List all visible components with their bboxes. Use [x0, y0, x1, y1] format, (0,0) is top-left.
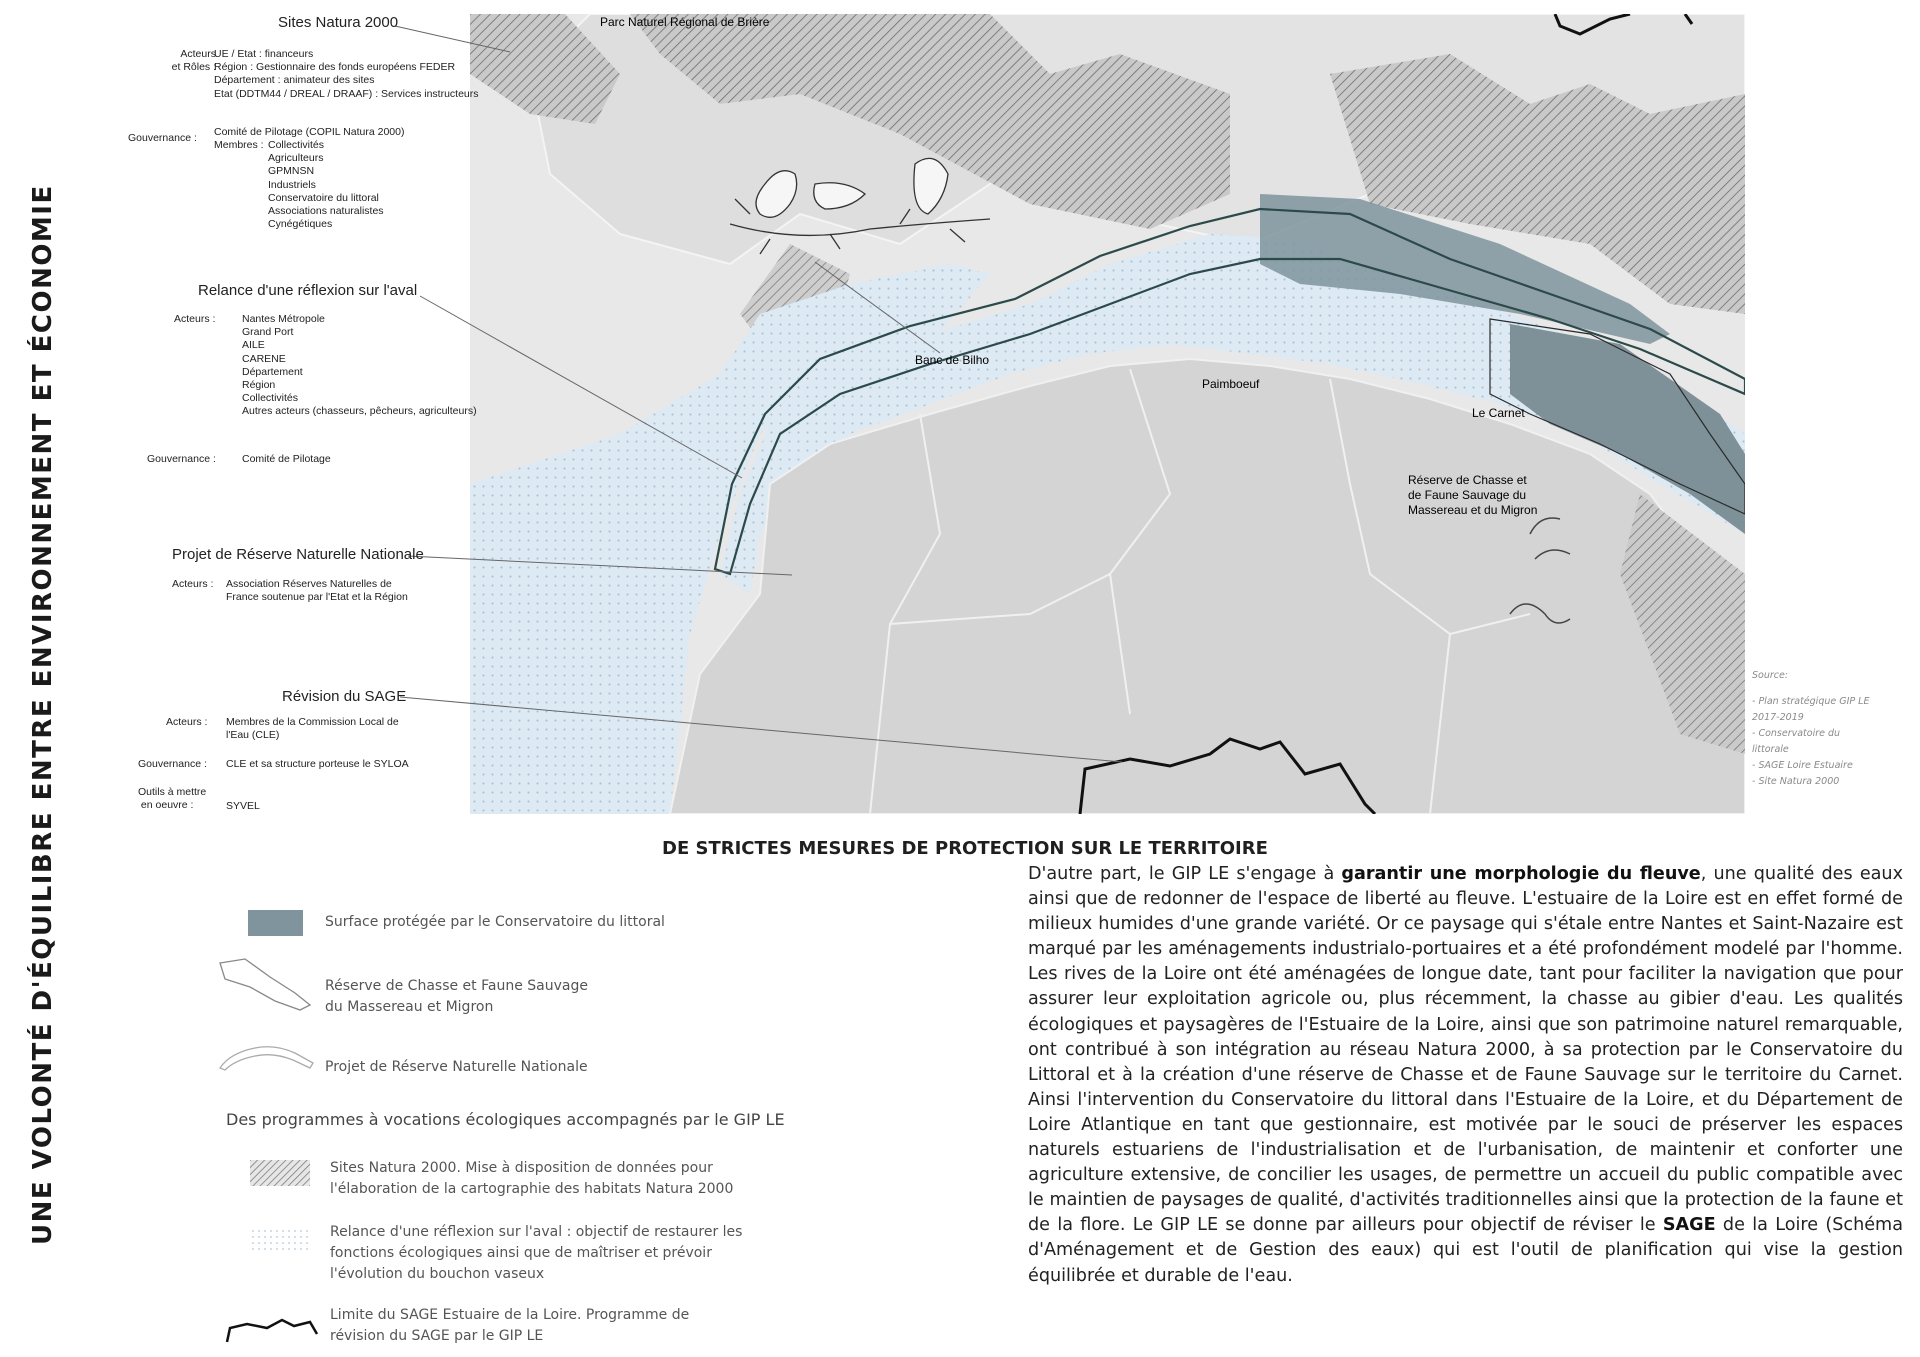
- sage-acteurs-label: Acteurs :: [166, 716, 208, 728]
- legend-swatch-natura: [250, 1160, 310, 1186]
- connector-sage: [400, 697, 1122, 762]
- legend-subtitle: Des programmes à vocations écologiques accompagnés par le GIP LE: [226, 1110, 785, 1129]
- natura-gouv-line: Comité de Pilotage (COPIL Natura 2000): [214, 126, 405, 138]
- legend-conservatoire: Surface protégée par le Conservatoire du littoral: [325, 914, 665, 930]
- natura-membre: Industriels: [268, 178, 316, 191]
- sage-acteur: Membres de la Commission Local de: [226, 716, 399, 728]
- legend-swatch-chasse: [215, 955, 315, 1015]
- label-paimboeuf: Paimboeuf: [1202, 377, 1260, 391]
- reserve-acteur: France soutenue par l'Etat et la Région: [226, 591, 408, 604]
- source-item: littorale: [1752, 744, 1789, 755]
- relance-gouv: Comité de Pilotage: [242, 453, 331, 465]
- relance-acteur: AILE: [242, 339, 265, 352]
- legend-rnn: Projet de Réserve Naturelle Nationale: [325, 1059, 588, 1075]
- legend-relance: Relance d'une réflexion sur l'aval : objectif de restaurer les fonctions écologiques ainsi que de maîtriser et prévoir l'évolution du bouchon vaseux: [330, 1224, 743, 1282]
- body-paragraph: [1028, 862, 1903, 1289]
- relance-acteur: Grand Port: [242, 326, 294, 339]
- source-item: - Conservatoire du: [1752, 728, 1841, 739]
- para-text-1: D'autre part, le GIP LE s'engage à: [1028, 864, 1342, 884]
- label-reserve-line2: de Faune Sauvage du: [1408, 488, 1527, 502]
- reserve-acteurs-list: [226, 578, 408, 604]
- natura-acteur: Région : Gestionnaire des fonds européens FEDER: [214, 61, 456, 74]
- natura-acteurs-list: [214, 48, 479, 101]
- natura-gouv-label: Gouvernance :: [128, 132, 197, 144]
- sage-gouv-label: Gouvernance :: [138, 758, 207, 770]
- source-title: Source:: [1752, 670, 1789, 681]
- natura-membre: Associations naturalistes: [268, 205, 384, 218]
- source-item: - SAGE Loire Estuaire: [1752, 760, 1853, 771]
- relance-acteur: Département: [242, 365, 303, 378]
- para-bold-1: garantir une morphologie du fleuve: [1341, 864, 1701, 884]
- main-title: DE STRICTES MESURES DE PROTECTION SUR LE TERRITOIRE: [662, 838, 1268, 859]
- connector-reserve: [408, 556, 792, 575]
- legend-swatch-sage: [222, 1314, 322, 1348]
- relance-acteur: CARENE: [242, 352, 286, 365]
- sage-gouv: CLE et sa structure porteuse le SYLOA: [226, 758, 409, 770]
- sage-acteurs-list: [226, 716, 399, 742]
- label-briere: Parc Naturel Régional de Brière: [600, 15, 770, 29]
- relance-acteur: Collectivités: [242, 392, 299, 405]
- legend-sage: Limite du SAGE Estuaire de la Loire. Programme de révision du SAGE par le GIP LE: [330, 1307, 690, 1344]
- legend-swatch-rnn: [215, 1038, 315, 1078]
- relance-acteurs-label: Acteurs :: [174, 313, 216, 325]
- sage-title: Révision du SAGE: [282, 688, 407, 705]
- relance-acteur: Région: [242, 379, 276, 392]
- label-bilho: Banc de Bilho: [915, 353, 990, 367]
- relance-title: Relance d'une réflexion sur l'aval: [198, 282, 418, 299]
- para-text-3: de la Loire (Schéma d'Aménagement et de Gestion des eaux) qui est l'outil de planification qui vise la gestion équilibrée et durable de l'eau.: [1028, 1215, 1903, 1286]
- relance-acteur: Autres acteurs (chasseurs, pêcheurs, agriculteurs): [242, 405, 477, 418]
- natura-membres-list: [268, 139, 384, 231]
- source-item: - Site Natura 2000: [1752, 776, 1840, 787]
- label-carnet: Le Carnet: [1472, 406, 1525, 420]
- label-reserve-line1: Réserve de Chasse et: [1408, 473, 1527, 487]
- natura-membre: Agriculteurs: [268, 152, 324, 165]
- sage-outils-label: Outils à mettre en oeuvre :: [138, 786, 207, 812]
- legend-swatch-relance: [250, 1228, 310, 1254]
- legend-swatch-conservatoire: [248, 910, 303, 936]
- source-item: 2017-2019: [1752, 712, 1804, 723]
- natura-acteurs-label: Acteurs et Rôles :: [171, 48, 216, 74]
- vertical-title: UNE VOLONTÉ D'ÉQUILIBRE ENTRE ENVIRONNEMENT ET ÉCONOMIE: [28, 184, 58, 1245]
- natura-acteur: Etat (DDTM44 / DREAL / DRAAF) : Services instructeurs: [214, 87, 479, 100]
- label-reserve-line3: Massereau et du Migron: [1408, 503, 1538, 517]
- relance-acteurs-list: [242, 313, 477, 419]
- reserve-acteur: Association Réserves Naturelles de: [226, 578, 392, 590]
- natura-membre: Collectivités: [268, 139, 325, 151]
- natura-membre: Cynégétiques: [268, 218, 333, 231]
- para-text-2: , une qualité des eaux ainsi que de redonner de l'espace de liberté au fleuve. L'estuaire de la Loire est en effet formé de milieux humides d'une grande variété. Or ce paysage qui s'étale entre Nantes et Saint-Nazaire est marqué par les aménagements industrialo-portuaires et a été profondément modelé par l'homme. Les rives de la Loire ont été aménagées de longue date, tant pour faciliter la navigation que pour assurer leur exploitation agricole ou, plus récemment, la chasse au gibier d'eau. Les qualités écologiques et paysagères de l'Estuaire de la Loire, ainsi que son patrimoine naturel remarquable, ont contribué à son intégration au réseau Natura 2000, à sa protection par le Conservatoire du Littoral et à la création d'une réserve de Chasse et de Faune Sauvage sur le territoire du Carnet. Ainsi l'intervention du Conservatoire du littoral dans l'Estuaire de la Loire, et du Département de Loire Atlantique en tant que gestionnaire, est motivée par le souci de préserver les espaces naturels estuariens de l'industrialisation et de l'urbanisation, de maintenir et conforter une agriculture extensive, de concilier les usages, de permettre un accueil du public compatible avec le maintien de paysages de qualité, d'activités traditionnelles ainsi que la protection de la faune et de la flore. Le GIP LE se donne par ailleurs pour objectif de réviser le: [1028, 864, 1903, 1236]
- natura-membres-label: Membres :: [214, 139, 264, 151]
- natura-acteur: Département : animateur des sites: [214, 74, 375, 87]
- reserve-acteurs-label: Acteurs :: [172, 578, 214, 590]
- connector-birds: [815, 262, 940, 353]
- para-bold-2: SAGE: [1662, 1215, 1716, 1236]
- legend-chasse: Réserve de Chasse et Faune Sauvage du Massereau et Migron: [325, 978, 588, 1015]
- natura-membre: Conservatoire du littoral: [268, 191, 379, 204]
- sage-outils: SYVEL: [226, 800, 260, 812]
- reserve-title: Projet de Réserve Naturelle Nationale: [172, 546, 424, 563]
- source-item: - Plan stratégique GIP LE: [1752, 696, 1870, 707]
- natura-acteur: UE / Etat : financeurs: [214, 48, 314, 60]
- legend-natura: Sites Natura 2000. Mise à disposition de données pour l'élaboration de la cartographie des habitats Natura 2000: [330, 1160, 734, 1197]
- natura-membre: GPMNSN: [268, 165, 315, 178]
- natura-title: Sites Natura 2000: [278, 14, 399, 31]
- relance-gouv-label: Gouvernance :: [147, 453, 216, 465]
- sage-acteur: l'Eau (CLE): [226, 729, 280, 742]
- relance-acteur: Nantes Métropole: [242, 313, 325, 325]
